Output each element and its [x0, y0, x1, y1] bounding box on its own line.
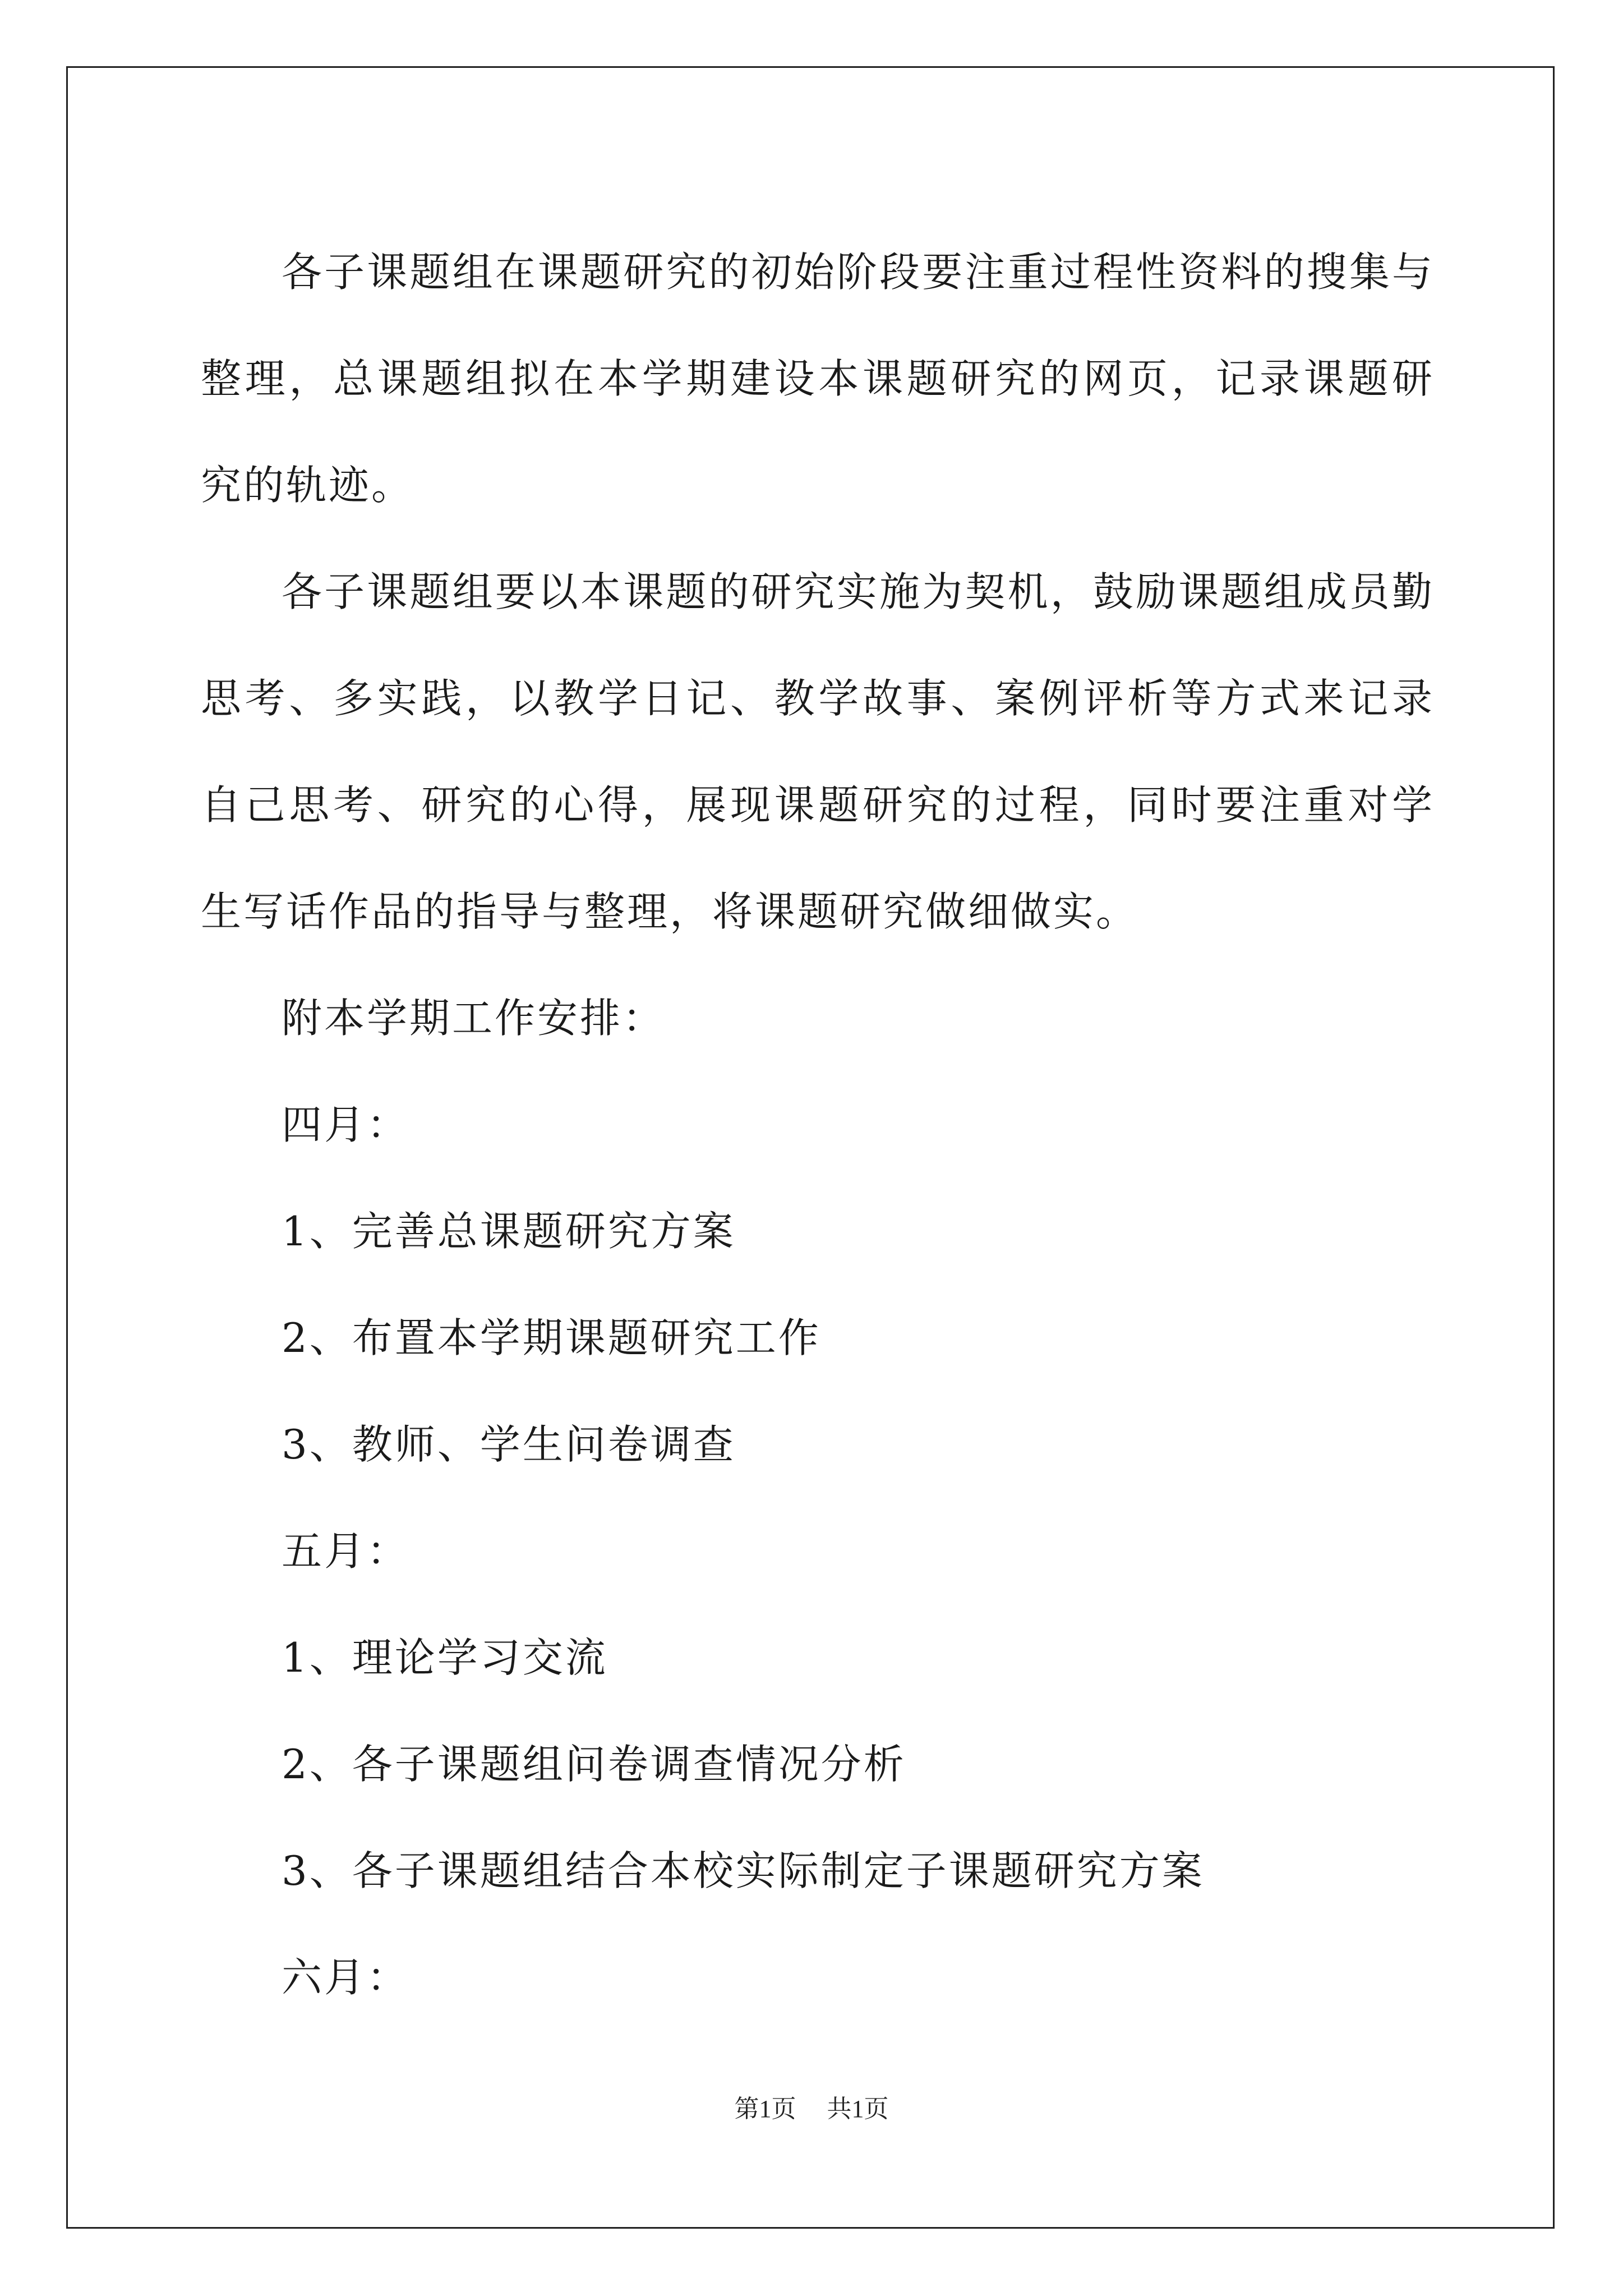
month-heading-april: 四月： — [282, 1101, 410, 1148]
month-heading-june: 六月： — [282, 1954, 410, 2001]
list-item: 1、完善总课题研究方案 — [282, 1208, 736, 1255]
list-item: 3、教师、学生问卷调查 — [282, 1421, 736, 1468]
list-item: 2、各子课题组问卷调查情况分析 — [282, 1741, 906, 1788]
page-number-current: 第1页 — [734, 2095, 796, 2123]
document-body — [201, 219, 1435, 2031]
paragraph-2: 各子课题组要以本课题的研究实施为契机，鼓励课题组成员勤思考、多实践，以教学日记、教学故事、案例评析等方式来记录自己思考、研究的心得，展现课题研究的过程，同时要注重对学生写话作品的指导与整理，将课题研究做细做实。 — [201, 568, 1435, 935]
schedule-heading: 附本学期工作安排： — [282, 995, 666, 1042]
month-heading-may: 五月： — [282, 1527, 410, 1575]
list-item: 2、布置本学期课题研究工作 — [282, 1314, 821, 1361]
paragraph-1: 各子课题组在课题研究的初始阶段要注重过程性资料的搜集与整理，总课题组拟在本学期建设本课题研究的网页，记录课题研究的轨迹。 — [201, 249, 1435, 509]
list-item: 1、理论学习交流 — [282, 1634, 608, 1681]
page-footer — [0, 2092, 1623, 2126]
list-item: 3、各子课题组结合本校实际制定子课题研究方案 — [282, 1847, 1205, 1894]
page-number-total: 共1页 — [827, 2095, 889, 2123]
